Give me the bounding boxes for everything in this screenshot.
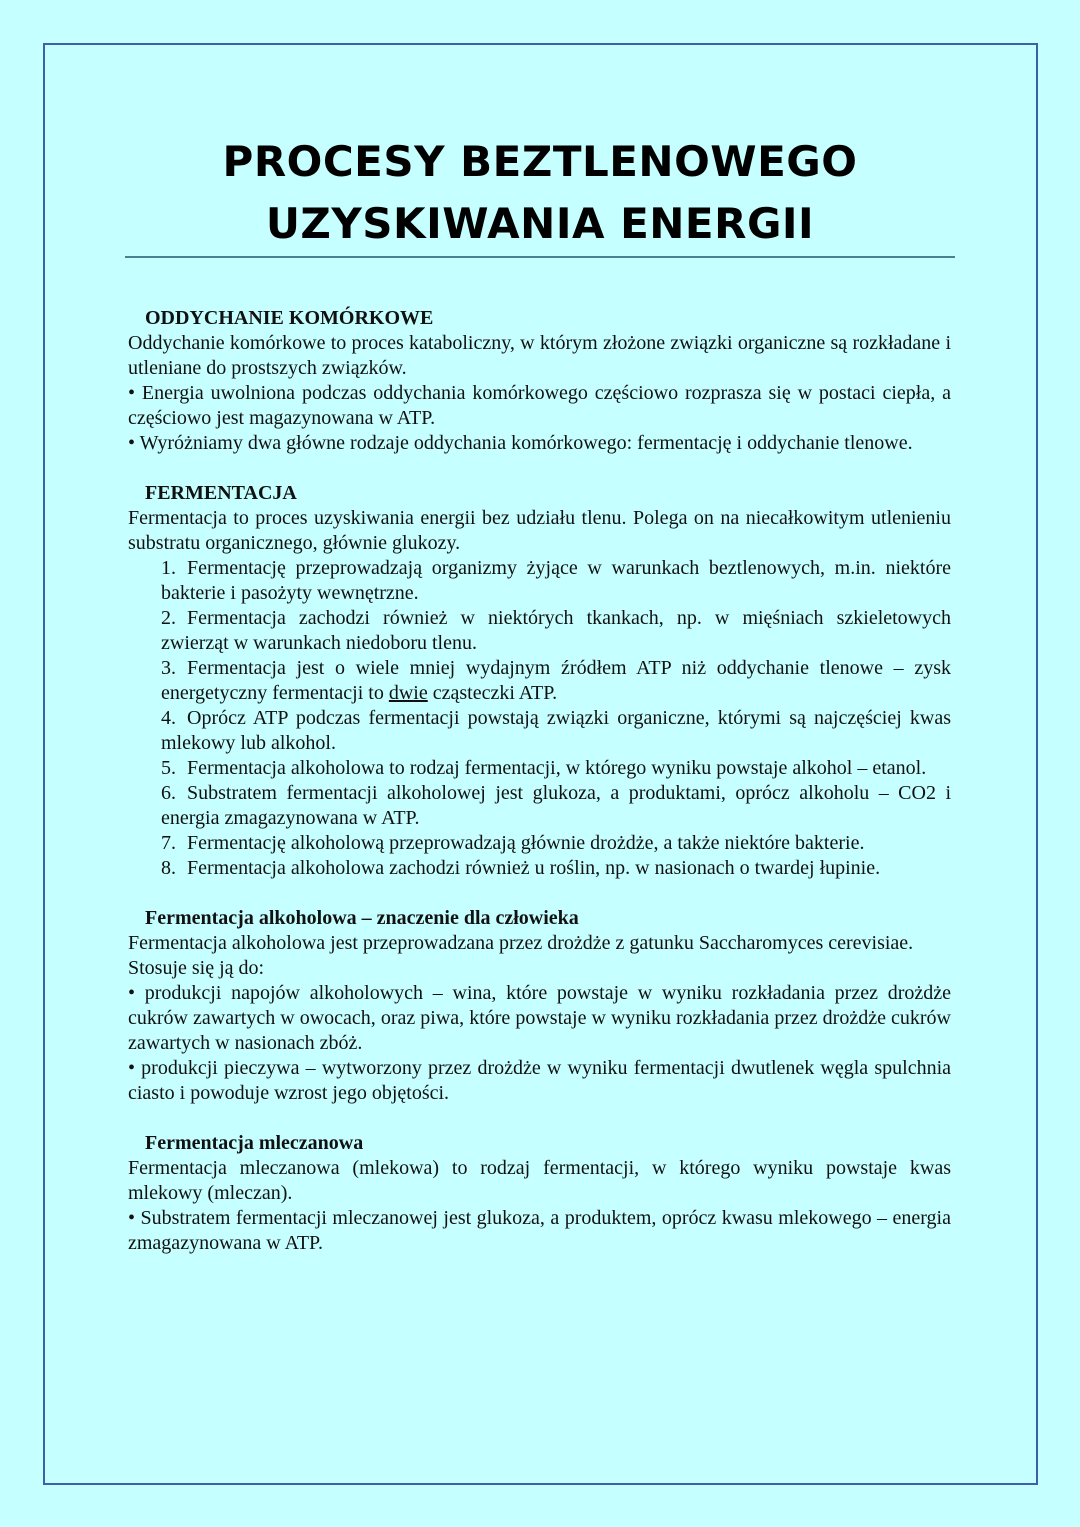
list-number: 1. xyxy=(161,557,176,579)
bullet-item: • Wyróżniamy dwa główne rodzaje oddychania komórkowego: fermentację i oddychanie tlenowe. xyxy=(128,432,913,454)
list-text: Fermentacja alkoholowa to rodzaj fermentacji, w którego wyniku powstaje alkohol – etanol. xyxy=(187,757,927,779)
list-item xyxy=(128,756,951,781)
section-fermentacja-alkoholowa xyxy=(128,906,951,1106)
numbered-list xyxy=(128,556,951,881)
list-item xyxy=(128,556,951,606)
list-item xyxy=(128,706,951,756)
list-text: Substratem fermentacji alkoholowej jest glukoza, a produktami, oprócz alkoholu – CO2 i energia zmagazynowana w ATP. xyxy=(161,782,951,829)
paragraph: Fermentacja alkoholowa jest przeprowadzana przez drożdże z gatunku Saccharomyces cerevisiae. xyxy=(128,932,914,954)
list-number: 7. xyxy=(161,832,176,854)
section-fermentacja-mleczanowa xyxy=(128,1131,951,1256)
page-title xyxy=(0,131,1080,255)
bullet-item: • Substratem fermentacji mleczanowej jest glukoza, a produktem, oprócz kwasu mlekowego – energia zmagazynowana w ATP. xyxy=(128,1207,951,1254)
list-number: 6. xyxy=(161,782,176,804)
list-item xyxy=(128,656,951,706)
list-number: 8. xyxy=(161,857,176,879)
list-text: Fermentację przeprowadzają organizmy żyjące w warunkach beztlenowych, m.in. niektóre bakterie i pasożyty wewnętrzne. xyxy=(161,557,951,604)
list-text: Fermentację alkoholową przeprowadzają głównie drożdże, a także niektóre bakterie. xyxy=(187,832,865,854)
list-number: 3. xyxy=(161,657,176,679)
paragraph: Oddychanie komórkowe to proces kataboliczny, w którym złożone związki organiczne są rozkładane i utleniane do prostszych związków. xyxy=(128,332,951,379)
list-number: 2. xyxy=(161,607,176,629)
list-text: Fermentacja jest o wiele mniej wydajnym źródłem ATP niż oddychanie tlenowe – zysk energetyczny fermentacji to xyxy=(161,657,951,704)
bullet-item: • Energia uwolniona podczas oddychania komórkowego częściowo rozprasza się w postaci ciepła, a częściowo jest magazynowana w ATP. xyxy=(128,382,951,429)
title-divider xyxy=(125,256,955,258)
list-item xyxy=(128,606,951,656)
section-heading: FERMENTACJA xyxy=(145,482,297,504)
paragraph: Stosuje się ją do: xyxy=(128,957,265,979)
list-text: cząsteczki ATP. xyxy=(427,682,558,704)
section-heading: Fermentacja alkoholowa – znaczenie dla człowieka xyxy=(145,907,579,929)
section-oddychanie xyxy=(128,306,951,456)
section-heading: Fermentacja mleczanowa xyxy=(145,1132,364,1154)
list-text: Fermentacja alkoholowa zachodzi również u roślin, np. w nasionach o twardej łupinie. xyxy=(187,857,881,879)
bullet-item: • produkcji napojów alkoholowych – wina, które powstaje w wyniku rozkładania przez drożdże cukrów zawartych w owocach, oraz piwa, które powstaje w wyniku rozkładania przez drożdże cukrów zawartych w nasionach zbóż. xyxy=(128,982,951,1054)
section-fermentacja xyxy=(128,481,951,881)
paragraph: Fermentacja mleczanowa (mlekowa) to rodzaj fermentacji, w którego wyniku powstaje kwas mlekowy (mleczan). xyxy=(128,1157,951,1204)
bullet-item: • produkcji pieczywa – wytworzony przez drożdże w wyniku fermentacji dwutlenek węgla spulchnia ciasto i powoduje wzrost jego objętości. xyxy=(128,1057,951,1104)
section-heading: ODDYCHANIE KOMÓRKOWE xyxy=(145,307,434,329)
list-item xyxy=(128,781,951,831)
list-item xyxy=(128,831,951,856)
list-number: 4. xyxy=(161,707,176,729)
list-item xyxy=(128,856,951,881)
document-body xyxy=(128,306,951,1281)
underlined-word: dwie xyxy=(388,682,428,704)
title-line-1: PROCESY BEZTLENOWEGO xyxy=(222,137,858,186)
title-line-2: UZYSKIWANIA ENERGII xyxy=(265,199,815,248)
list-text: Fermentacja zachodzi również w niektórych tkankach, np. w mięśniach szkieletowych zwierząt w warunkach niedoboru tlenu. xyxy=(161,607,951,654)
list-number: 5. xyxy=(161,757,176,779)
list-text: Oprócz ATP podczas fermentacji powstają związki organiczne, którymi są najczęściej kwas mlekowy lub alkohol. xyxy=(161,707,951,754)
paragraph: Fermentacja to proces uzyskiwania energii bez udziału tlenu. Polega on na niecałkowitym utlenieniu substratu organicznego, głównie glukozy. xyxy=(128,507,951,554)
